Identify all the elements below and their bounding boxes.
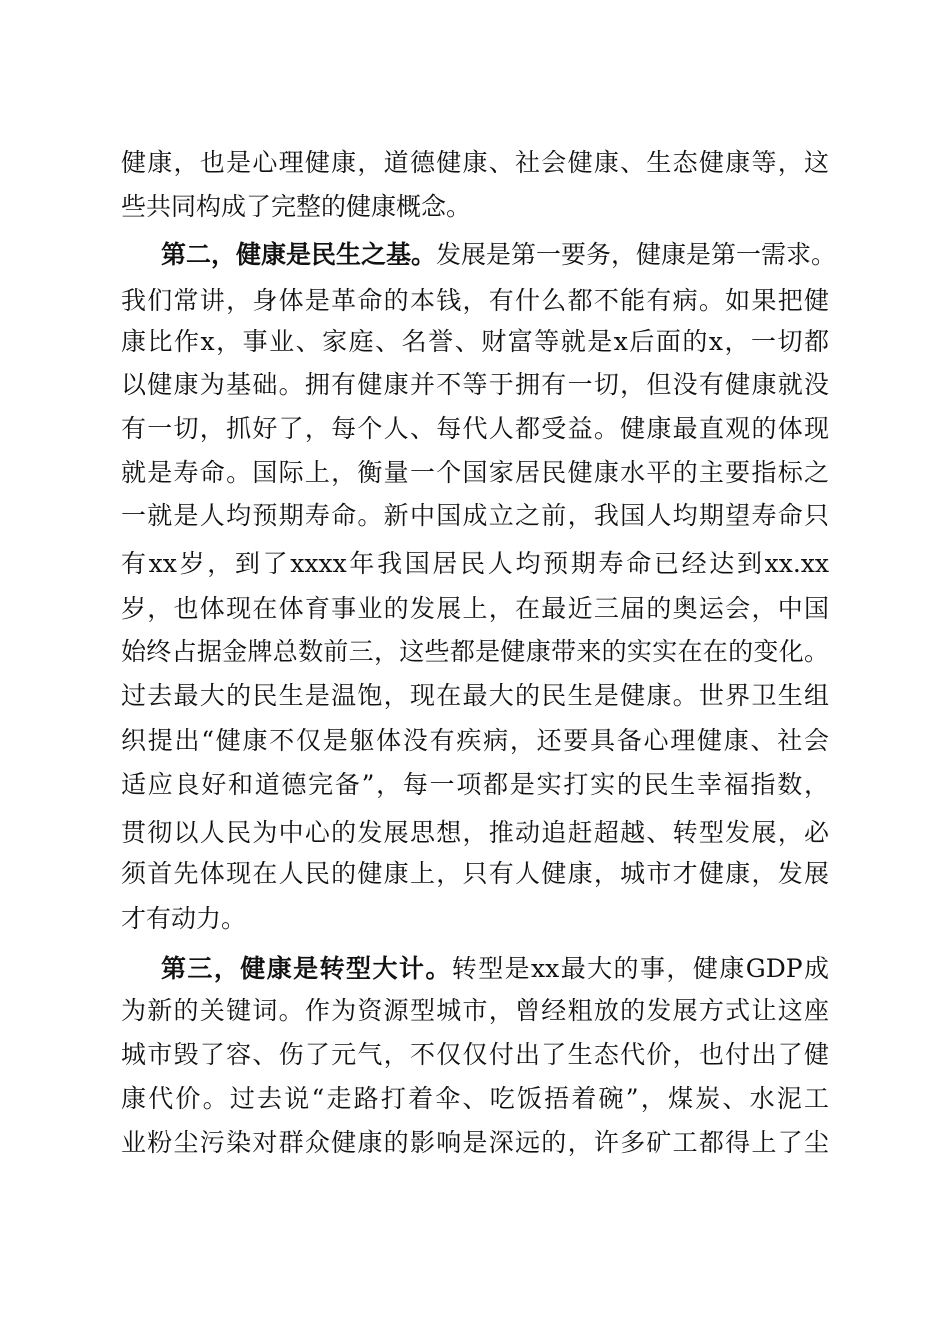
paragraph-3-lead-text: 转型是xx最大的事，健康GDP成 — [451, 954, 829, 983]
paragraph-3-first-line — [161, 954, 829, 984]
text-line: 有一切，抓好了，每个人、每代人都受益。健康最直观的体现 — [121, 414, 829, 443]
text-line: 业粉尘污染对群众健康的影响是深远的，许多矿工都得上了尘 — [121, 1128, 829, 1157]
text-line: 康比作x，事业、家庭、名誉、财富等就是x后面的x，一切都 — [121, 327, 829, 356]
text-line: 以健康为基础。拥有健康并不等于拥有一切，但没有健康就没 — [121, 370, 829, 399]
text-line: 织提出“健康不仅是躯体没有疾病，还要具备心理健康、社会 — [121, 726, 829, 755]
text-line: 始终占据金牌总数前三，这些都是健康带来的实实在在的变化。 — [121, 637, 829, 666]
text-line: 些共同构成了完整的健康概念。 — [121, 192, 472, 221]
paragraph-2-lead-text: 发展是第一要务，健康是第一需求。 — [436, 240, 837, 269]
text-line: 须首先体现在人民的健康上，只有人健康，城市才健康，发展 — [121, 859, 829, 888]
paragraph-2-heading: 第二，健康是民生之基。 — [161, 240, 437, 269]
text-line: 有xx岁，到了xxxx年我国居民人均预期寿命已经达到xx.xx — [121, 549, 829, 578]
text-line: 为新的关键词。作为资源型城市，曾经粗放的发展方式让这座 — [121, 996, 829, 1025]
paragraph-3-heading: 第三，健康是转型大计。 — [161, 954, 452, 983]
text-line: 贯彻以人民为中心的发展思想，推动追赶超越、转型发展，必 — [121, 818, 829, 847]
text-line: 适应良好和道德完备”，每一项都是实打实的民生幸福指数， — [121, 770, 829, 799]
text-line: 才有动力。 — [121, 904, 247, 933]
text-line: 岁，也体现在体育事业的发展上，在最近三届的奥运会，中国 — [121, 594, 829, 623]
text-line: 康代价。过去说“走路打着伞、吃饭捂着碗”，煤炭、水泥工 — [121, 1084, 829, 1113]
text-line: 一就是人均预期寿命。新中国成立之前，我国人均期望寿命只 — [121, 501, 829, 530]
text-line: 就是寿命。国际上，衡量一个国家居民健康水平的主要指标之 — [121, 458, 829, 487]
text-line: 城市毁了容、伤了元气，不仅仅付出了生态代价，也付出了健 — [121, 1040, 829, 1069]
text-line: 我们常讲，身体是革命的本钱，有什么都不能有病。如果把健 — [121, 286, 829, 315]
text-line: 健康，也是心理健康，道德健康、社会健康、生态健康等，这 — [121, 148, 829, 177]
text-line: 过去最大的民生是温饱，现在最大的民生是健康。世界卫生组 — [121, 681, 829, 710]
paragraph-2-first-line — [161, 240, 837, 270]
